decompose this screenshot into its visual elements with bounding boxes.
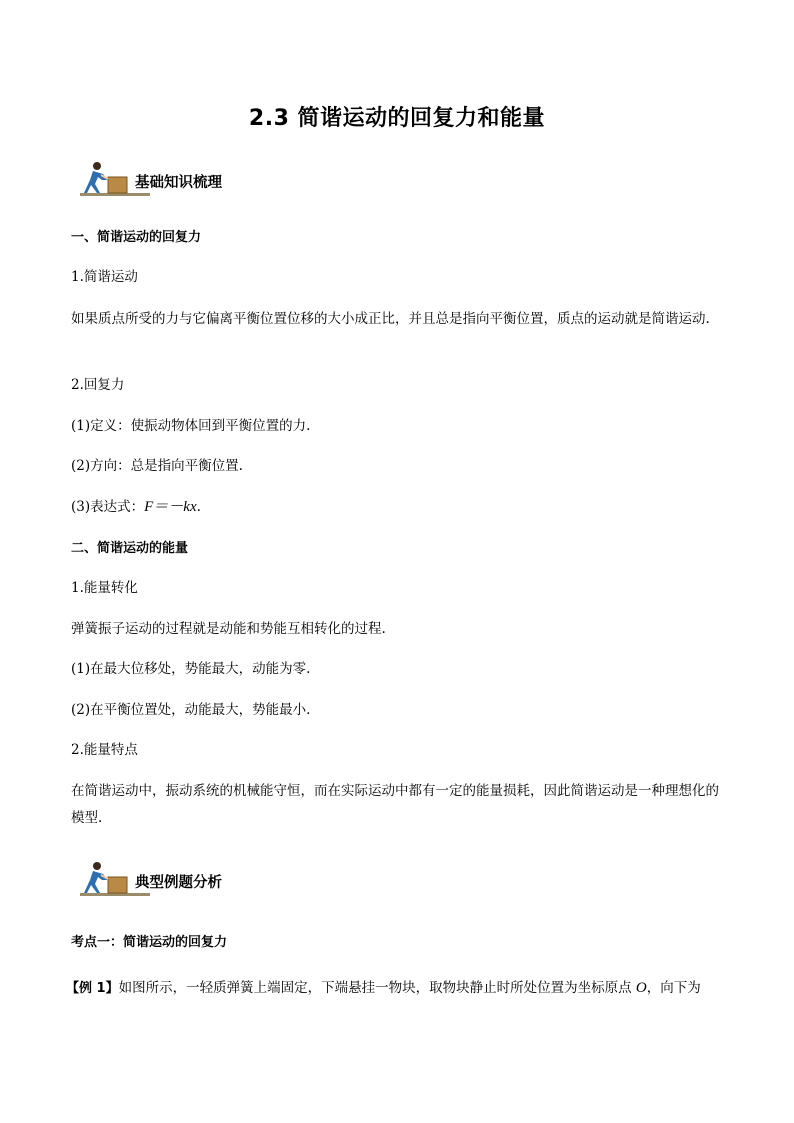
list-item-direction: (2)方向：总是指向平衡位置. xyxy=(71,458,243,474)
subheading-energy-conversion: 1.能量转化 xyxy=(71,580,138,596)
list-item-max-displacement: (1)在最大位移处，势能最大，动能为零. xyxy=(71,661,311,677)
expression-prefix: (3)表达式： xyxy=(71,499,145,515)
example-tail: ，向下为 xyxy=(646,980,701,996)
list-item-expression xyxy=(71,494,731,521)
heading-restoring-force: 一、简谐运动的回复力 xyxy=(71,230,202,245)
heading-energy: 二、简谐运动的能量 xyxy=(71,541,189,556)
list-item-equilibrium: (2)在平衡位置处，动能最大，势能最小. xyxy=(71,702,311,718)
section-label: 典型例题分析 xyxy=(135,874,222,891)
example-body: 如图所示，一轻质弹簧上端固定，下端悬挂一物块，取物块静止时所处位置为坐标原点 xyxy=(118,980,636,996)
page-title: 2.3 简谐运动的回复力和能量 xyxy=(248,106,546,131)
expression-suffix: . xyxy=(196,499,201,515)
list-item-definition: (1)定义：使振动物体回到平衡位置的力. xyxy=(71,418,311,434)
section-banner-examples xyxy=(78,860,278,900)
paragraph-shm-definition: 如果质点所受的力与它偏离平衡位置位移的大小成正比，并且总是指向平衡位置，质点的运动就是简谐运动. xyxy=(71,311,710,327)
paragraph-energy-conversion: 弹簧振子运动的过程就是动能和势能互相转化的过程. xyxy=(71,621,386,637)
subheading-shm: 1.简谐运动 xyxy=(71,269,138,285)
paragraph-energy-features: 在简谐运动中，振动系统的机械能守恒，而在实际运动中都有一定的能量损耗，因此简谐运动是一种理想化的模型. xyxy=(71,783,719,826)
section-banner-basics xyxy=(78,160,278,200)
example-1 xyxy=(66,975,736,1002)
origin-symbol: O xyxy=(635,980,647,996)
example-tag: 【例 1】 xyxy=(66,981,119,996)
topic-heading: 考点一：简谐运动的回复力 xyxy=(71,935,228,950)
section-label: 基础知识梳理 xyxy=(135,174,222,191)
subheading-energy-features: 2.能量特点 xyxy=(71,742,138,758)
formula: F＝－kx xyxy=(144,499,197,515)
subheading-restoring-force: 2.回复力 xyxy=(71,377,125,393)
